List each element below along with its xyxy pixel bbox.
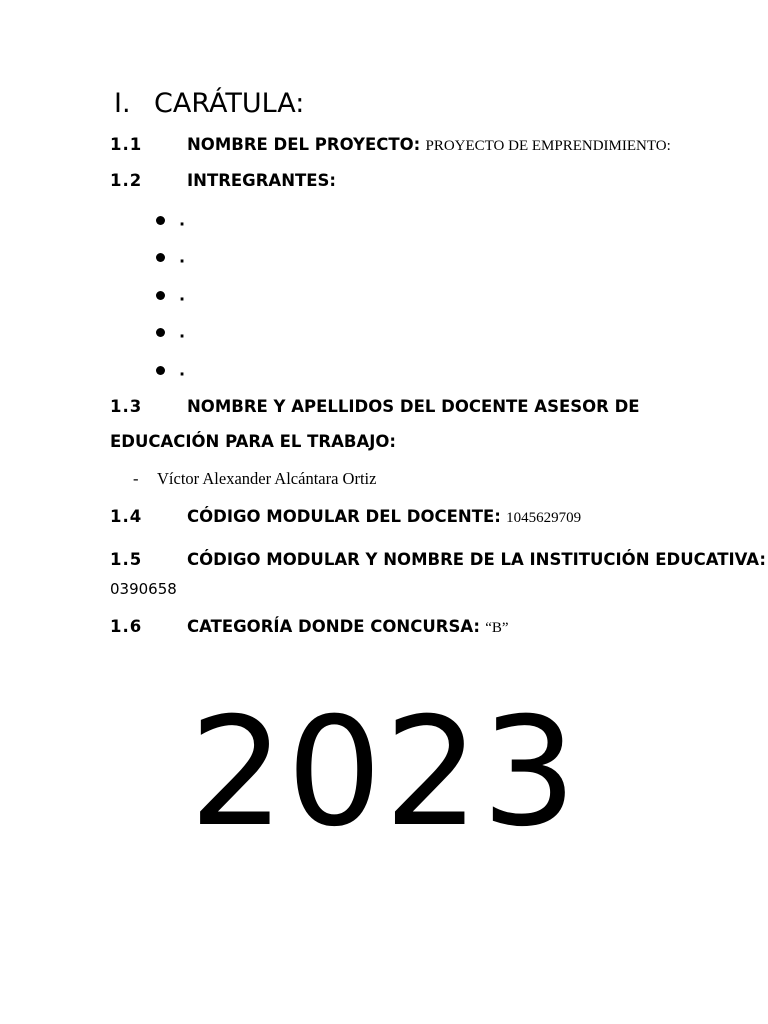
item-label: INTREGRANTES: (187, 171, 337, 190)
member-name: . (179, 247, 186, 267)
item-teacher-code (110, 506, 581, 529)
item-label-continued: EDUCACIÓN PARA EL TRABAJO: (110, 432, 397, 451)
section-heading (114, 86, 304, 122)
member-bullet (156, 285, 185, 305)
item-value: PROYECTO DE EMPRENDIMIENTO: (425, 138, 671, 154)
advisor-entry (133, 468, 376, 490)
item-institution (110, 549, 766, 571)
member-bullet (156, 360, 185, 380)
item-value: 1045629709 (506, 510, 582, 526)
member-bullet (156, 247, 185, 267)
item-number: 1.5 (110, 550, 143, 569)
year-title: 2023 (189, 686, 579, 860)
item-number: 1.3 (110, 397, 143, 416)
member-name: . (179, 210, 186, 230)
item-advisor (110, 396, 640, 418)
member-name: . (179, 285, 186, 305)
section-number: I. (114, 88, 131, 119)
item-number: 1.6 (110, 617, 143, 636)
item-category (110, 616, 509, 639)
section-title: CARÁTULA: (154, 88, 305, 119)
member-name: . (179, 360, 186, 380)
bullet-icon (156, 253, 165, 262)
advisor-name: Víctor Alexander Alcántara Ortiz (157, 469, 377, 488)
bullet-icon (156, 216, 165, 225)
item-number: 1.1 (110, 135, 143, 154)
item-label: CATEGORÍA DONDE CONCURSA: (187, 617, 481, 636)
bullet-icon (156, 366, 165, 375)
item-members (110, 170, 336, 192)
item-project-name (110, 134, 671, 157)
item-number: 1.4 (110, 507, 143, 526)
dash-marker: - (133, 469, 139, 488)
bullet-icon (156, 328, 165, 337)
member-bullet (156, 210, 185, 230)
item-label: NOMBRE DEL PROYECTO: (187, 135, 421, 154)
item-number: 1.2 (110, 171, 143, 190)
item-label: CÓDIGO MODULAR Y NOMBRE DE LA INSTITUCIÓN EDUCATIVA: (187, 550, 766, 569)
item-value: “B” (485, 620, 509, 636)
institution-code: 0390658 (110, 580, 177, 598)
bullet-icon (156, 291, 165, 300)
item-label: CÓDIGO MODULAR DEL DOCENTE: (187, 507, 501, 526)
member-name: . (179, 322, 186, 342)
member-bullet (156, 322, 185, 342)
item-label: NOMBRE Y APELLIDOS DEL DOCENTE ASESOR DE (187, 397, 640, 416)
